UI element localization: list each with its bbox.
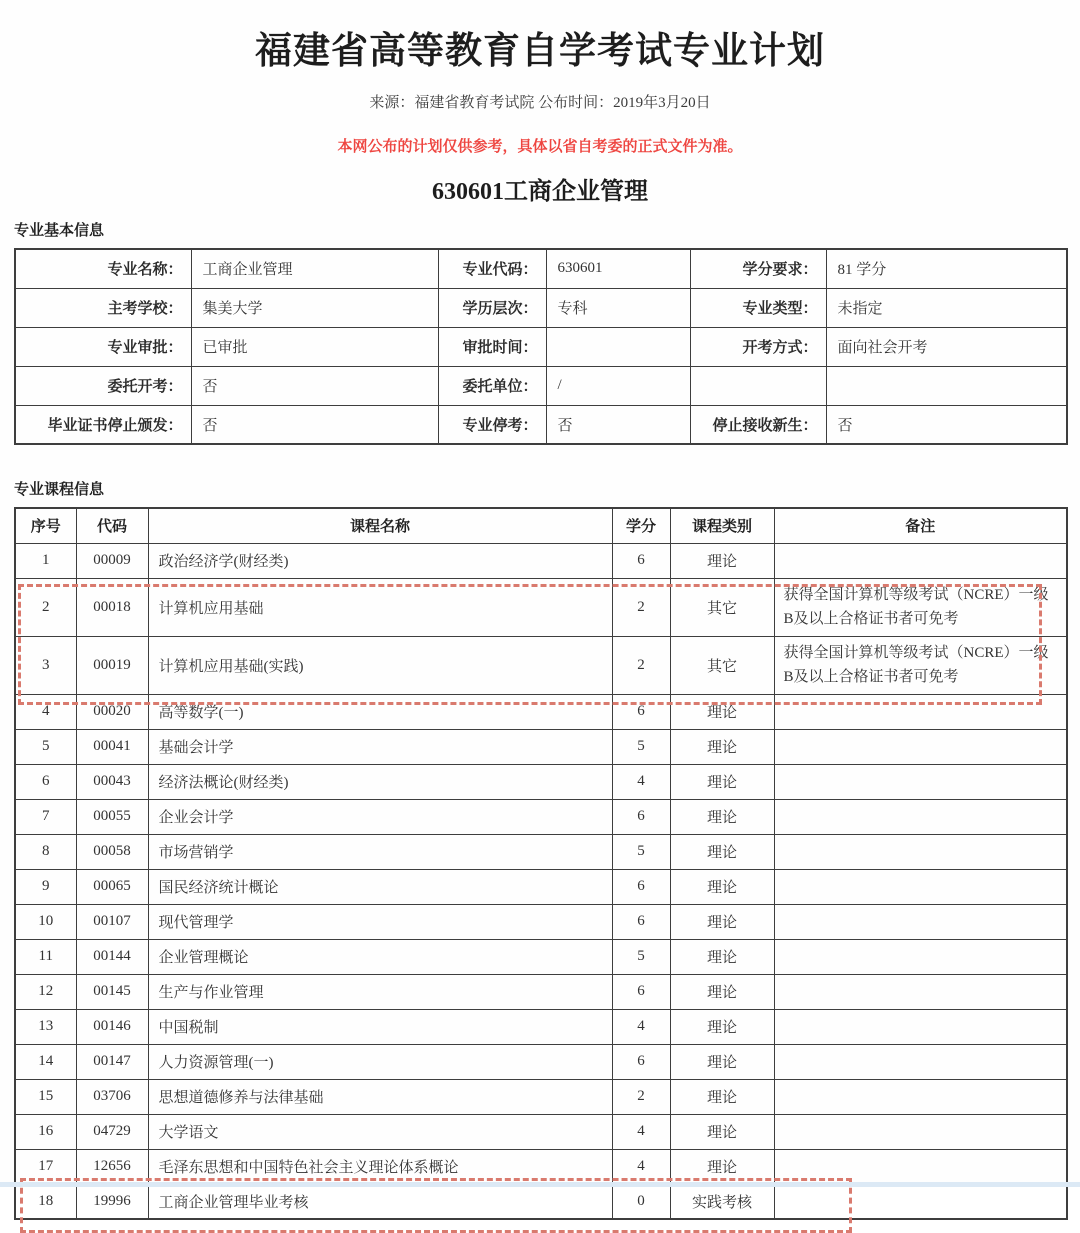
course-no: 8 <box>15 834 76 869</box>
course-note <box>774 1009 1067 1044</box>
course-code: 00144 <box>76 939 148 974</box>
course-credits: 5 <box>612 834 670 869</box>
field-label: 主考学校： <box>15 288 191 327</box>
course-table <box>14 507 1068 1220</box>
course-note <box>774 799 1067 834</box>
course-name: 现代管理学 <box>148 904 612 939</box>
field-value: 81 学分 <box>826 249 1067 288</box>
course-type: 理论 <box>670 904 774 939</box>
basic-info-row <box>15 327 1067 366</box>
course-row <box>15 799 1067 834</box>
course-type: 理论 <box>670 764 774 799</box>
course-code: 04729 <box>76 1114 148 1149</box>
course-credits: 5 <box>612 729 670 764</box>
course-no: 17 <box>15 1149 76 1184</box>
course-name: 企业会计学 <box>148 799 612 834</box>
field-value: 630601 <box>546 249 690 288</box>
field-label: 专业停考： <box>438 405 546 444</box>
course-no: 6 <box>15 764 76 799</box>
course-row <box>15 1184 1067 1219</box>
course-note <box>774 904 1067 939</box>
course-code: 19996 <box>76 1184 148 1219</box>
course-credits: 4 <box>612 1149 670 1184</box>
course-name: 计算机应用基础(实践) <box>148 636 612 694</box>
course-credits: 6 <box>612 694 670 729</box>
course-type: 理论 <box>670 1114 774 1149</box>
field-value <box>826 366 1067 405</box>
course-code: 00065 <box>76 869 148 904</box>
course-row <box>15 869 1067 904</box>
course-name: 市场营销学 <box>148 834 612 869</box>
course-name: 企业管理概论 <box>148 939 612 974</box>
course-credits: 5 <box>612 939 670 974</box>
course-type: 理论 <box>670 939 774 974</box>
course-name: 国民经济统计概论 <box>148 869 612 904</box>
course-code: 00146 <box>76 1009 148 1044</box>
course-no: 5 <box>15 729 76 764</box>
field-value: 未指定 <box>826 288 1067 327</box>
course-name: 人力资源管理(一) <box>148 1044 612 1079</box>
field-value: 否 <box>191 405 438 444</box>
course-row <box>15 904 1067 939</box>
course-no: 7 <box>15 799 76 834</box>
course-note <box>774 1114 1067 1149</box>
course-code: 00058 <box>76 834 148 869</box>
course-note <box>774 939 1067 974</box>
field-label: 专业审批： <box>15 327 191 366</box>
course-note <box>774 543 1067 578</box>
field-value: 专科 <box>546 288 690 327</box>
field-label: 学历层次： <box>438 288 546 327</box>
course-code: 00147 <box>76 1044 148 1079</box>
field-label: 专业类型： <box>690 288 826 327</box>
course-note <box>774 1044 1067 1079</box>
header-note: 备注 <box>774 508 1067 543</box>
course-row <box>15 1149 1067 1184</box>
field-value <box>546 327 690 366</box>
course-type: 理论 <box>670 834 774 869</box>
field-label: 毕业证书停止颁发： <box>15 405 191 444</box>
field-value: 工商企业管理 <box>191 249 438 288</box>
page-title: 福建省高等教育自学考试专业计划 <box>255 31 825 72</box>
field-label: 学分要求： <box>690 249 826 288</box>
course-no: 16 <box>15 1114 76 1149</box>
course-no: 18 <box>15 1184 76 1219</box>
course-name: 生产与作业管理 <box>148 974 612 1009</box>
course-credits: 6 <box>612 974 670 1009</box>
header-name: 课程名称 <box>148 508 612 543</box>
course-no: 9 <box>15 869 76 904</box>
course-note <box>774 694 1067 729</box>
header-code: 代码 <box>76 508 148 543</box>
field-label: 开考方式： <box>690 327 826 366</box>
course-code: 00107 <box>76 904 148 939</box>
course-code: 00009 <box>76 543 148 578</box>
bottom-edge-artifact <box>0 1182 1080 1187</box>
course-credits: 2 <box>612 578 670 636</box>
course-row <box>15 1079 1067 1114</box>
course-credits: 4 <box>612 764 670 799</box>
course-row <box>15 694 1067 729</box>
course-note <box>774 974 1067 1009</box>
course-name: 计算机应用基础 <box>148 578 612 636</box>
course-no: 15 <box>15 1079 76 1114</box>
header-type: 课程类别 <box>670 508 774 543</box>
course-no: 14 <box>15 1044 76 1079</box>
field-value: 否 <box>826 405 1067 444</box>
basic-info-row <box>15 405 1067 444</box>
header-credits: 学分 <box>612 508 670 543</box>
course-credits: 4 <box>612 1114 670 1149</box>
course-no: 12 <box>15 974 76 1009</box>
field-value: 已审批 <box>191 327 438 366</box>
course-credits: 6 <box>612 869 670 904</box>
course-type: 其它 <box>670 636 774 694</box>
basic-info-table <box>14 248 1068 445</box>
course-row <box>15 1114 1067 1149</box>
course-name: 政治经济学(财经类) <box>148 543 612 578</box>
field-value: 集美大学 <box>191 288 438 327</box>
course-row <box>15 834 1067 869</box>
course-code: 00055 <box>76 799 148 834</box>
course-note <box>774 1149 1067 1184</box>
course-code: 12656 <box>76 1149 148 1184</box>
course-name: 经济法概论(财经类) <box>148 764 612 799</box>
field-value: / <box>546 366 690 405</box>
major-title: 630601工商企业管理 <box>432 179 648 205</box>
course-type: 实践考核 <box>670 1184 774 1219</box>
course-type: 理论 <box>670 729 774 764</box>
course-type: 理论 <box>670 974 774 1009</box>
course-credits: 6 <box>612 1044 670 1079</box>
course-type: 理论 <box>670 1044 774 1079</box>
course-row <box>15 1044 1067 1079</box>
course-code: 00018 <box>76 578 148 636</box>
course-row <box>15 729 1067 764</box>
field-label: 专业名称： <box>15 249 191 288</box>
course-header-row <box>15 508 1067 543</box>
course-row <box>15 543 1067 578</box>
course-note <box>774 1079 1067 1114</box>
course-code: 00043 <box>76 764 148 799</box>
course-name: 基础会计学 <box>148 729 612 764</box>
course-note: 获得全国计算机等级考试（NCRE）一级B及以上合格证书者可免考 <box>774 636 1067 694</box>
course-code: 00019 <box>76 636 148 694</box>
course-row <box>15 1009 1067 1044</box>
course-row <box>15 974 1067 1009</box>
course-no: 4 <box>15 694 76 729</box>
course-type: 理论 <box>670 799 774 834</box>
course-credits: 2 <box>612 1079 670 1114</box>
course-type: 理论 <box>670 543 774 578</box>
course-credits: 0 <box>612 1184 670 1219</box>
course-name: 中国税制 <box>148 1009 612 1044</box>
course-no: 1 <box>15 543 76 578</box>
course-name: 工商企业管理毕业考核 <box>148 1184 612 1219</box>
course-no: 2 <box>15 578 76 636</box>
course-type: 理论 <box>670 1079 774 1114</box>
basic-info-section-title: 专业基本信息 <box>14 223 105 239</box>
course-note <box>774 1184 1067 1219</box>
course-note <box>774 764 1067 799</box>
course-type: 理论 <box>670 1009 774 1044</box>
field-label: 专业代码： <box>438 249 546 288</box>
course-row <box>15 578 1067 636</box>
course-no: 13 <box>15 1009 76 1044</box>
course-credits: 6 <box>612 543 670 578</box>
course-name: 大学语文 <box>148 1114 612 1149</box>
source-line: 来源：福建省教育考试院 公布时间：2019年3月20日 <box>369 95 711 111</box>
course-row <box>15 939 1067 974</box>
course-credits: 6 <box>612 904 670 939</box>
course-type: 理论 <box>670 869 774 904</box>
field-label: 审批时间： <box>438 327 546 366</box>
field-label <box>690 366 826 405</box>
course-row <box>15 636 1067 694</box>
course-row <box>15 764 1067 799</box>
course-type: 理论 <box>670 694 774 729</box>
course-name: 思想道德修养与法律基础 <box>148 1079 612 1114</box>
course-table-wrap <box>0 507 1080 1220</box>
course-note <box>774 729 1067 764</box>
course-note <box>774 834 1067 869</box>
header-no: 序号 <box>15 508 76 543</box>
course-no: 11 <box>15 939 76 974</box>
course-info-section-title: 专业课程信息 <box>14 482 105 498</box>
course-no: 10 <box>15 904 76 939</box>
course-no: 3 <box>15 636 76 694</box>
field-label: 委托单位： <box>438 366 546 405</box>
course-credits: 6 <box>612 799 670 834</box>
course-type: 理论 <box>670 1149 774 1184</box>
course-credits: 2 <box>612 636 670 694</box>
course-code: 00020 <box>76 694 148 729</box>
course-name: 毛泽东思想和中国特色社会主义理论体系概论 <box>148 1149 612 1184</box>
course-credits: 4 <box>612 1009 670 1044</box>
field-value: 否 <box>546 405 690 444</box>
course-note: 获得全国计算机等级考试（NCRE）一级B及以上合格证书者可免考 <box>774 578 1067 636</box>
course-code: 00041 <box>76 729 148 764</box>
course-code: 03706 <box>76 1079 148 1114</box>
disclaimer-notice: 本网公布的计划仅供参考，具体以省自考委的正式文件为准。 <box>337 139 743 155</box>
field-value: 面向社会开考 <box>826 327 1067 366</box>
field-label: 委托开考： <box>15 366 191 405</box>
course-name: 高等数学(一) <box>148 694 612 729</box>
field-label: 停止接收新生： <box>690 405 826 444</box>
course-code: 00145 <box>76 974 148 1009</box>
basic-info-row <box>15 366 1067 405</box>
basic-info-row <box>15 288 1067 327</box>
course-type: 其它 <box>670 578 774 636</box>
field-value: 否 <box>191 366 438 405</box>
course-note <box>774 869 1067 904</box>
basic-info-row <box>15 249 1067 288</box>
